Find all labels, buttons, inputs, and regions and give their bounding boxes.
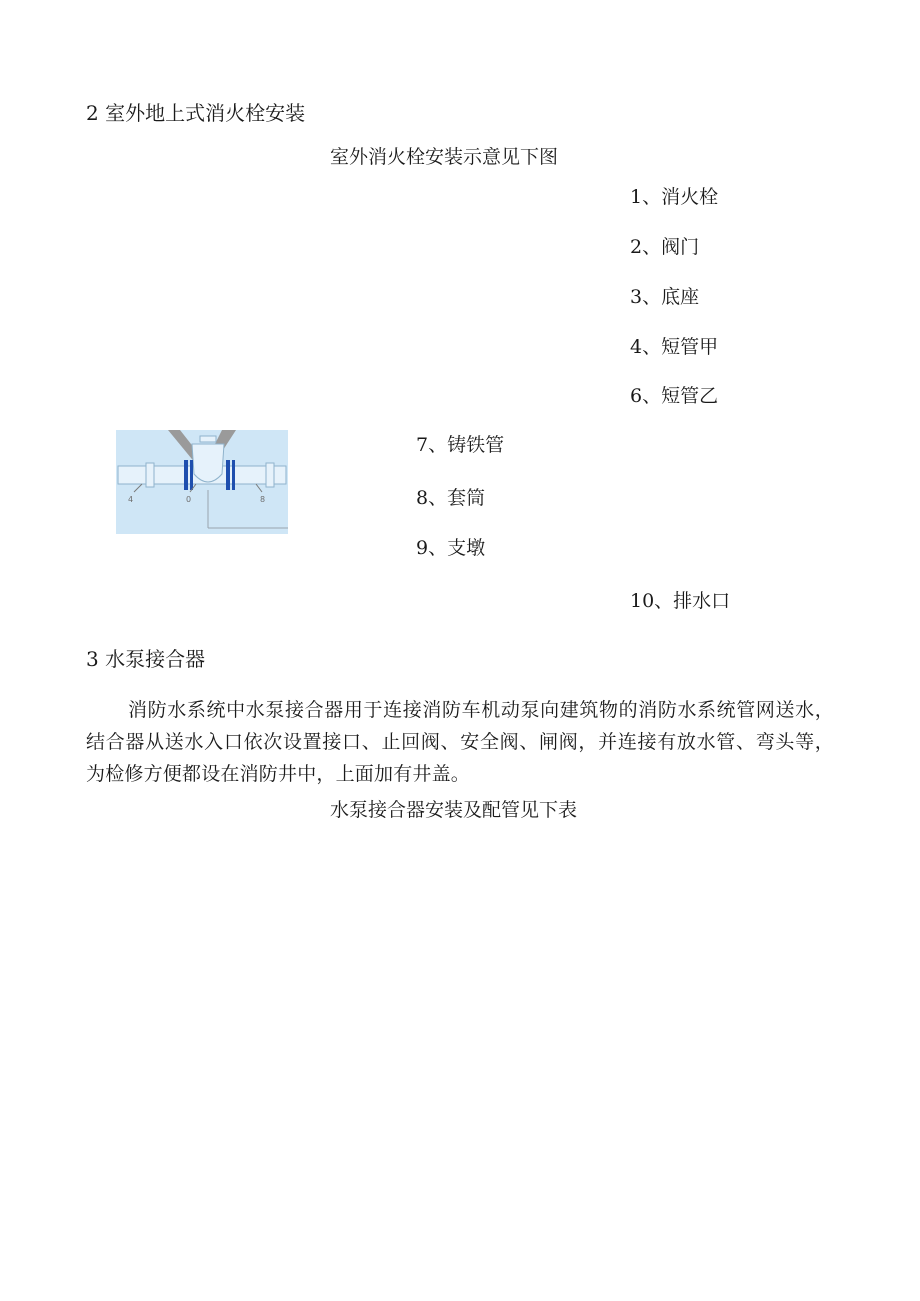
pipe-joint	[146, 463, 154, 487]
flange	[184, 460, 188, 490]
section-3-table-caption: 水泵接合器安装及配管见下表	[330, 799, 578, 821]
legend-item: 1、消火栓	[630, 186, 719, 208]
hydrant-cap	[200, 436, 216, 442]
legend-item: 4、短管甲	[630, 336, 719, 358]
legend-item: 6、短管乙	[630, 385, 719, 407]
section-2-figure-caption: 室外消火栓安装示意见下图	[330, 146, 559, 168]
flange	[190, 460, 193, 490]
legend-item: 7、铸铁管	[416, 434, 505, 456]
section-2-heading: 2 室外地上式消火栓安装	[86, 101, 306, 125]
legend-item: 8、套筒	[416, 487, 486, 509]
diagram-label: 4	[128, 495, 134, 504]
legend-item: 9、支墩	[416, 537, 486, 559]
legend-item: 10、排水口	[630, 590, 731, 612]
diagram-label: 8	[260, 495, 266, 504]
legend-item: 2、阀门	[630, 236, 700, 258]
hydrant-diagram-svg	[116, 430, 288, 534]
legend-item: 3、底座	[630, 286, 700, 308]
flange	[226, 460, 230, 490]
flange	[232, 460, 235, 490]
diagram-label: 0	[186, 495, 192, 504]
hydrant-body	[192, 444, 224, 482]
hydrant-installation-diagram	[116, 430, 288, 534]
section-3-heading: 3 水泵接合器	[86, 647, 206, 671]
section-3-paragraph: 消防水系统中水泵接合器用于连接消防车机动泵向建筑物的消防水系统管网送水，结合器从送水入口依次设置接口、止回阀、安全阀、闸阀，并连接有放水管、弯头等，为检修方便都设在消防井中，上面加有井盖。	[86, 699, 834, 785]
pipe-joint	[266, 463, 274, 487]
